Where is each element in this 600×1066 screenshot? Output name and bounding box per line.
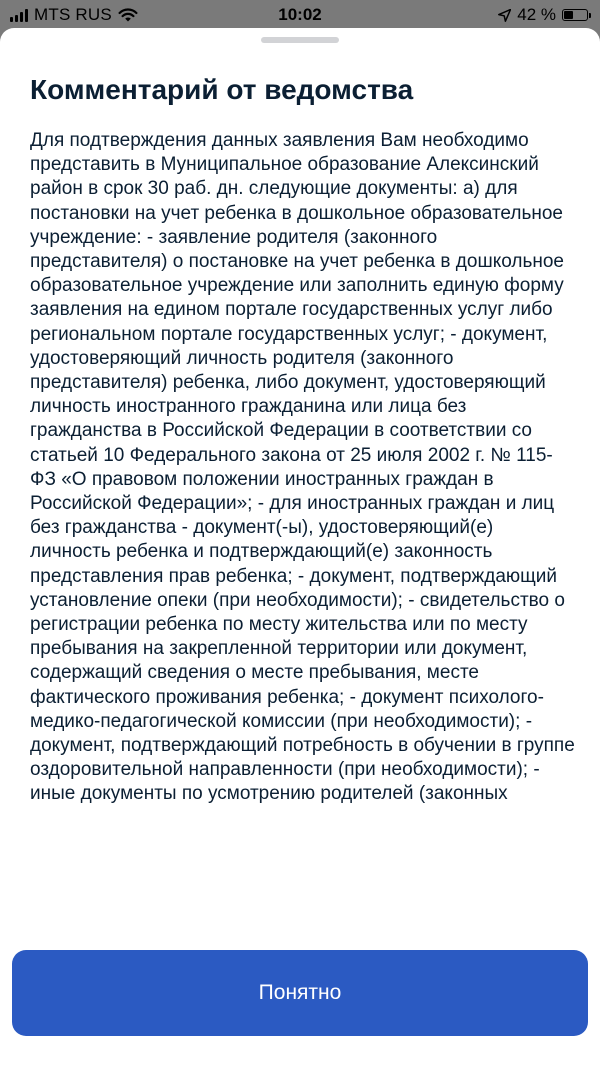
battery-fill (564, 11, 573, 19)
sheet-grabber[interactable] (261, 37, 339, 43)
status-bar (0, 0, 600, 30)
location-arrow-icon (498, 9, 511, 22)
ok-button[interactable]: Понятно (12, 950, 588, 1036)
comment-sheet (0, 28, 600, 1066)
battery-percent: 42 % (517, 5, 556, 24)
carrier-name: MTS RUS (34, 5, 112, 24)
sheet-title: Комментарий от ведомства (30, 74, 414, 105)
battery-icon (562, 9, 588, 21)
status-time: 10:02 (278, 5, 322, 24)
comment-text[interactable]: Для подтверждения данных заявления Вам необходимо представить в Муниципальное образование Алексинский район в срок 30 раб. дн. следующие документы: а) для постановки на учет ребенка в дошкольное образовательное учреждение: - заявление родителя (законного представителя) о постановке на учет ребенка в дошкольное образовательное учреждение или заполнить единую форму заявления на едином портале государственных услуг либо региональном портале государственных услуг; - документ, удостоверяющий личность родителя (законного представителя) ребенка, либо документ, удостоверяющий личность иностранного гражданина или лица без гражданства в Российской Федерации в соответствии со статьей 10 Федерального закона от 25 июля 2002 г. № 115-ФЗ «О правовом положении иностранных граждан в Российской Федерации»; - для иностранных граждан и лиц без гражданства - документ(-ы), удостоверяющий(е) личность ребенка и подтверждающий(е) законность представления прав ребенка; - документ, подтверждающий установление опеки (при необходимости); - свидетельство о регистрации ребенка по месту жительства или по месту пребывания на закрепленной территории или документ, содержащий сведения о месте пребывания, месте фактического проживания ребенка; - документ психолого-медико-педагогической комиссии (при необходимости); - документ, подтверждающий потребность в обучении в группе оздоровительной направленности (при необходимости); - иные документы по усмотрению родителей (законных (30, 130, 575, 805)
status-right (498, 5, 588, 25)
